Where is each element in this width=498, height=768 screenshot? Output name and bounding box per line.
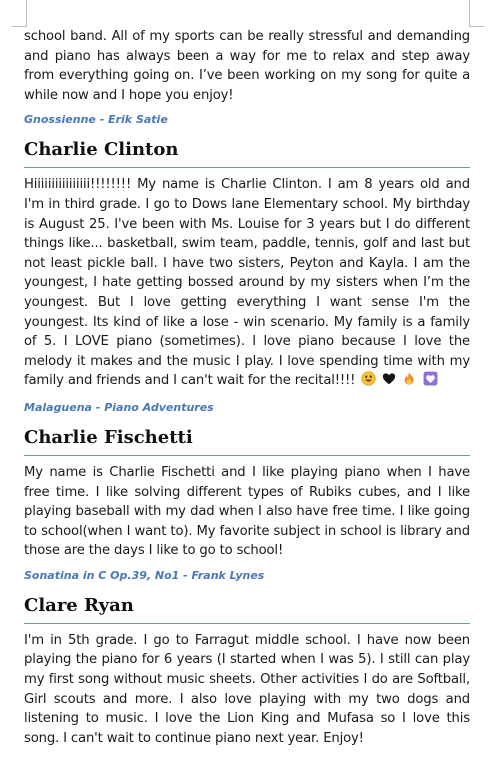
- purple-heart-emoji: [423, 371, 438, 393]
- grinning-tongue-emoji: [361, 371, 376, 393]
- intro-piece-title: Gnossienne - Erik Satie: [24, 113, 168, 127]
- student-piece-title: Malaguena - Piano Adventures: [24, 400, 214, 414]
- intro-paragraph: school band. All of my sports can be really stressful and demanding and piano has always been a way for me to relax and step away from everything going on. I’ve been working on my song for quite a while now and I hope you enjoy!: [24, 29, 470, 103]
- document-page: [24, 27, 470, 748]
- student-bio-paragraph: [24, 175, 470, 393]
- student-piece-title: Sonatina in C Op.39, No1 - Frank Lynes: [24, 568, 265, 582]
- fire-emoji: [402, 371, 416, 393]
- student-name-heading: Charlie Fischetti: [24, 425, 470, 456]
- black-heart-emoji: [382, 372, 396, 393]
- crop-mark-right: [469, 0, 484, 27]
- crop-mark-left: [12, 0, 27, 27]
- student-bio-text: Hiiiiiiiiiiiiiiii!!!!!!!! My name is Charlie Clinton. I am 8 years old and I'm in third grade. I go to Dows lane Elementary school. My birthday is August 25. I've been with Ms. Louise for 3 years but I do different things like... basketball, swim team, paddle, tennis, golf and last but not least pickle ball. I have two sisters, Peyton and Kayla. I am the youngest, I hate getting bossed around by my sisters when I’m the youngest. But I love getting everything I want sense I'm the youngest. Its kind of like a lose - win scenario. My family is a family of 5. I LOVE piano (sometimes). I love piano because I love the melody it makes and the music I play. I love spending time with my family and friends and I can't wait for the recital!!!!: [24, 177, 470, 389]
- student-bio-paragraph: My name is Charlie Fischetti and I like playing piano when I have free time. I like solving different types of Rubiks cubes, and I like playing baseball with my dad when I also have free time. I like going to school(when I want to). My favorite subject in school is library and those are the days I like to go to school!: [24, 464, 470, 559]
- student-bio-paragraph: I'm in 5th grade. I go to Farragut middle school. I have now been playing the piano for 6 years (I started when I was 5). I still can play my first song without music sheets. Other activities I do are Softball, Girl scouts and more. I also love playing with my two dogs and listening to music. I love the Lion King and Mufasa so I love this song. I can't wait to continue piano next year. Enjoy!: [24, 632, 470, 746]
- student-name-heading: Charlie Clinton: [24, 137, 470, 168]
- student-name-heading: Clare Ryan: [24, 593, 470, 624]
